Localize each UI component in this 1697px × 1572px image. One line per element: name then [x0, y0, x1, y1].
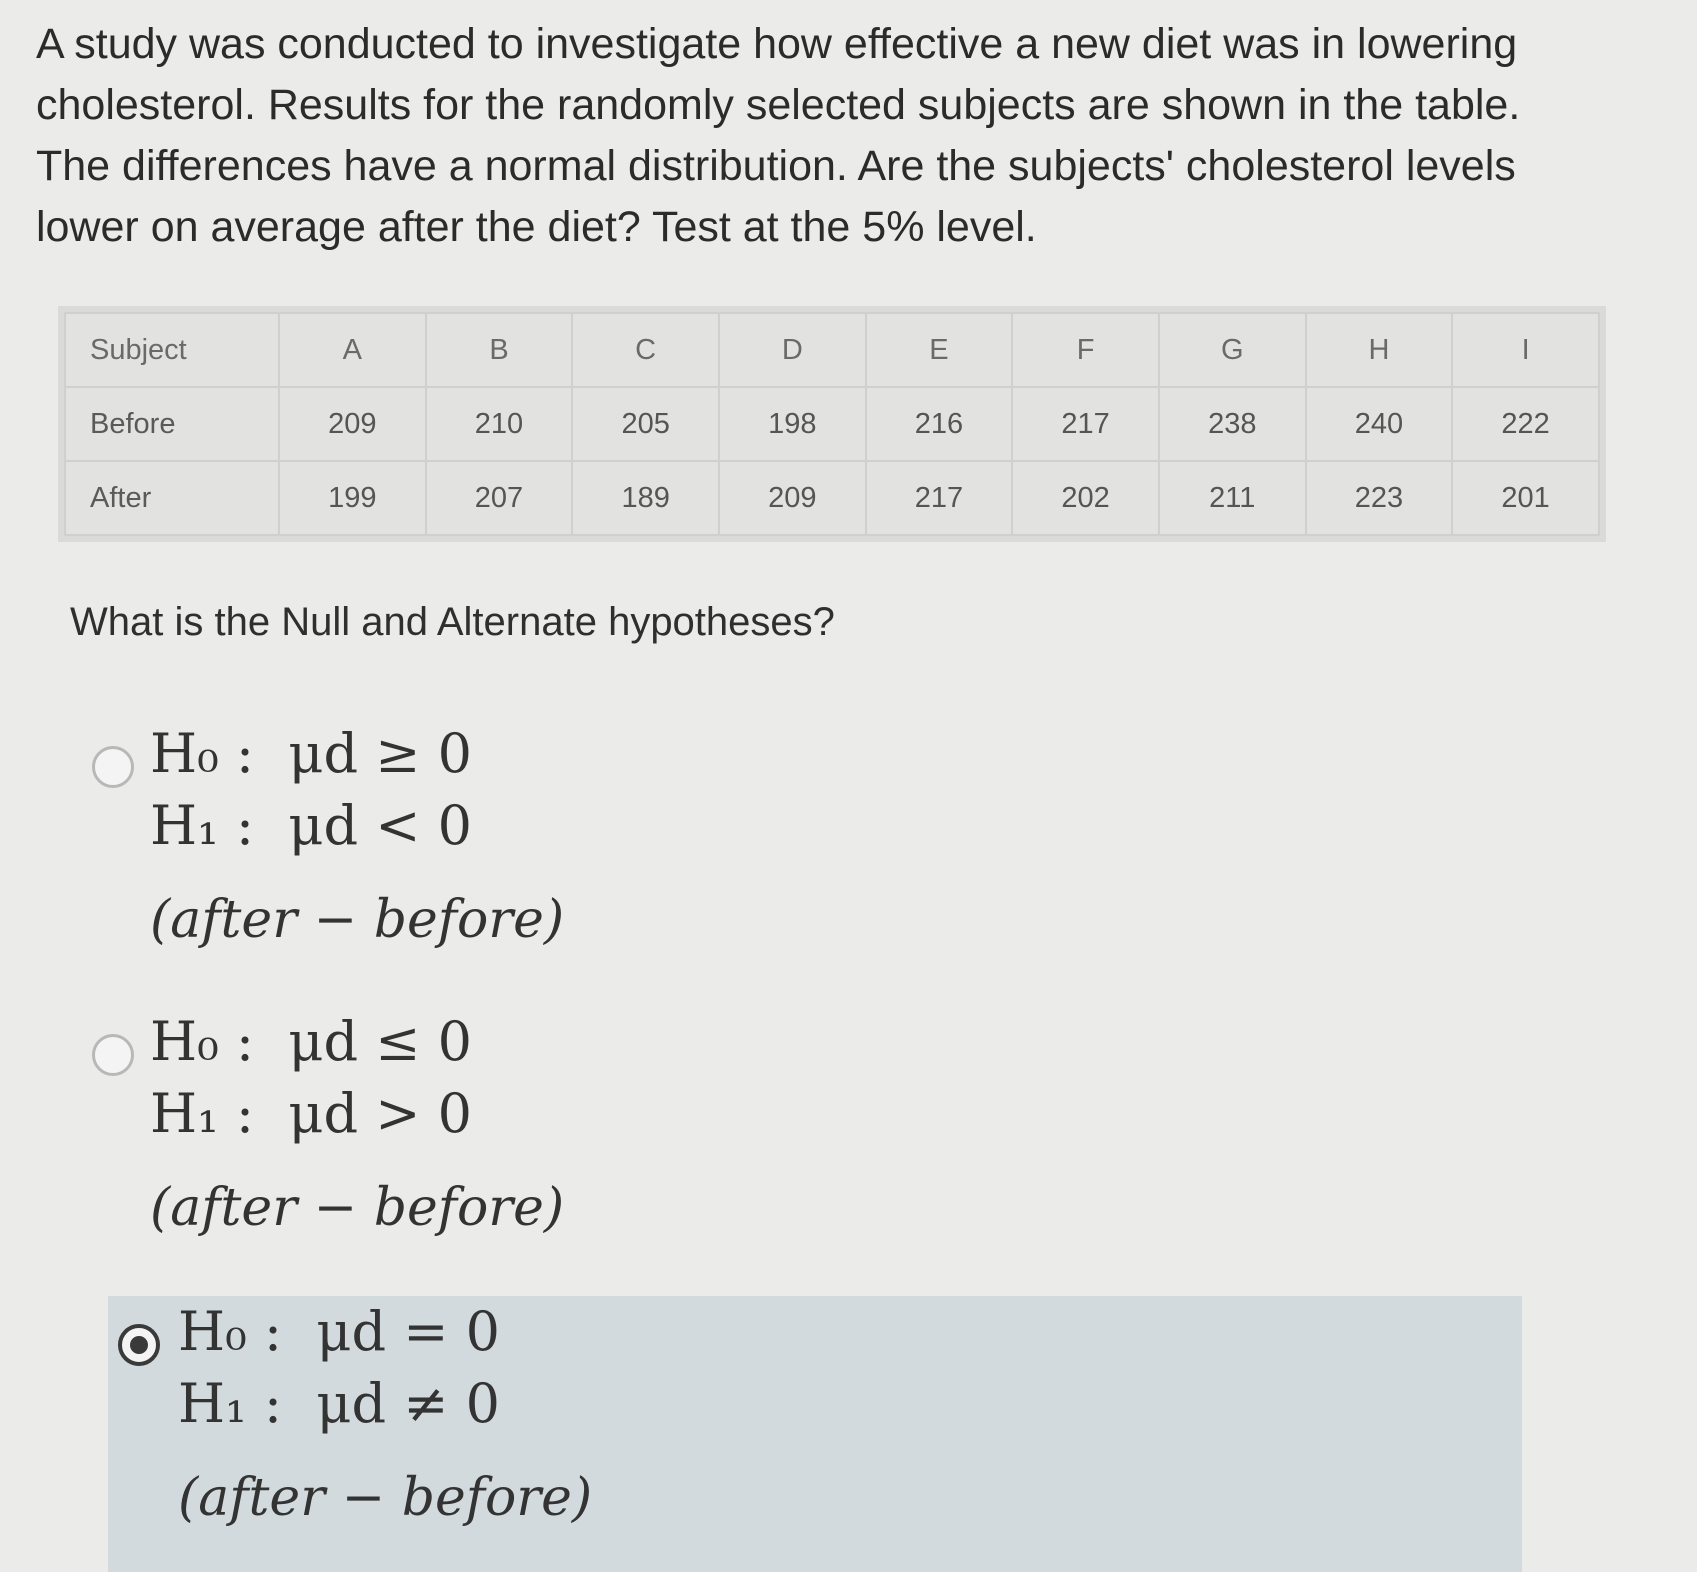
- option-3-note: (after − before): [178, 1468, 593, 1528]
- radio-selected-dot: [130, 1336, 148, 1354]
- before-cell: 240: [1306, 387, 1453, 461]
- after-cell: 217: [866, 461, 1013, 535]
- after-cell: 201: [1452, 461, 1599, 535]
- option-2-alternate: H₁ : μd > 0: [150, 1082, 473, 1145]
- before-cell: 222: [1452, 387, 1599, 461]
- subject-cell: C: [572, 313, 719, 387]
- before-cell: 216: [866, 387, 1013, 461]
- after-cell: 202: [1012, 461, 1159, 535]
- question-text: A study was conducted to investigate how effective a new diet was in lowering cholesterol. Results for the randomly selected subjects are shown in the table. The differences have a normal distribution. Are the subjects' cholesterol levels lower on average after the diet? Test at the 5% level.: [36, 20, 1521, 251]
- after-cell: 209: [719, 461, 866, 535]
- subject-cell: D: [719, 313, 866, 387]
- option-2-note: (after − before): [150, 1178, 565, 1238]
- subject-cell: I: [1452, 313, 1599, 387]
- option-3-alternate: H₁ : μd ≠ 0: [178, 1372, 501, 1435]
- before-cell: 210: [426, 387, 573, 461]
- radio-button-option-1[interactable]: [92, 746, 134, 788]
- hypothesis-option-2[interactable]: [92, 1006, 1512, 1238]
- before-cell: 198: [719, 387, 866, 461]
- before-cell: 209: [279, 387, 426, 461]
- after-cell: 211: [1159, 461, 1306, 535]
- row-label-after: After: [65, 461, 279, 535]
- table-row-after: [65, 461, 1599, 535]
- before-cell: 205: [572, 387, 719, 461]
- row-label-before: Before: [65, 387, 279, 461]
- option-1-null: H₀ : μd ≥ 0: [150, 722, 473, 785]
- option-1-math: [150, 718, 564, 956]
- after-cell: 189: [572, 461, 719, 535]
- hypotheses-prompt: What is the Null and Alternate hypotheses?: [70, 600, 835, 644]
- hypothesis-option-1[interactable]: [92, 718, 1512, 950]
- option-3-null: H₀ : μd = 0: [178, 1300, 501, 1363]
- subject-cell: B: [426, 313, 573, 387]
- radio-button-option-2[interactable]: [92, 1034, 134, 1076]
- data-table: [64, 312, 1600, 536]
- option-1-note: (after − before): [150, 890, 565, 950]
- after-cell: 199: [279, 461, 426, 535]
- subject-cell: G: [1159, 313, 1306, 387]
- hypothesis-option-3-selected[interactable]: [108, 1296, 1522, 1572]
- table-row-subject: [65, 313, 1599, 387]
- after-cell: 223: [1306, 461, 1453, 535]
- before-cell: 238: [1159, 387, 1306, 461]
- radio-button-option-3-selected[interactable]: [118, 1324, 160, 1366]
- subject-cell: F: [1012, 313, 1159, 387]
- subject-cell: E: [866, 313, 1013, 387]
- option-3-math: [178, 1296, 592, 1534]
- option-2-math: [150, 1006, 564, 1244]
- subject-cell: H: [1306, 313, 1453, 387]
- before-cell: 217: [1012, 387, 1159, 461]
- table-row-before: [65, 387, 1599, 461]
- option-2-null: H₀ : μd ≤ 0: [150, 1010, 473, 1073]
- row-label-subject: Subject: [65, 313, 279, 387]
- subject-cell: A: [279, 313, 426, 387]
- option-1-alternate: H₁ : μd < 0: [150, 794, 473, 857]
- after-cell: 207: [426, 461, 573, 535]
